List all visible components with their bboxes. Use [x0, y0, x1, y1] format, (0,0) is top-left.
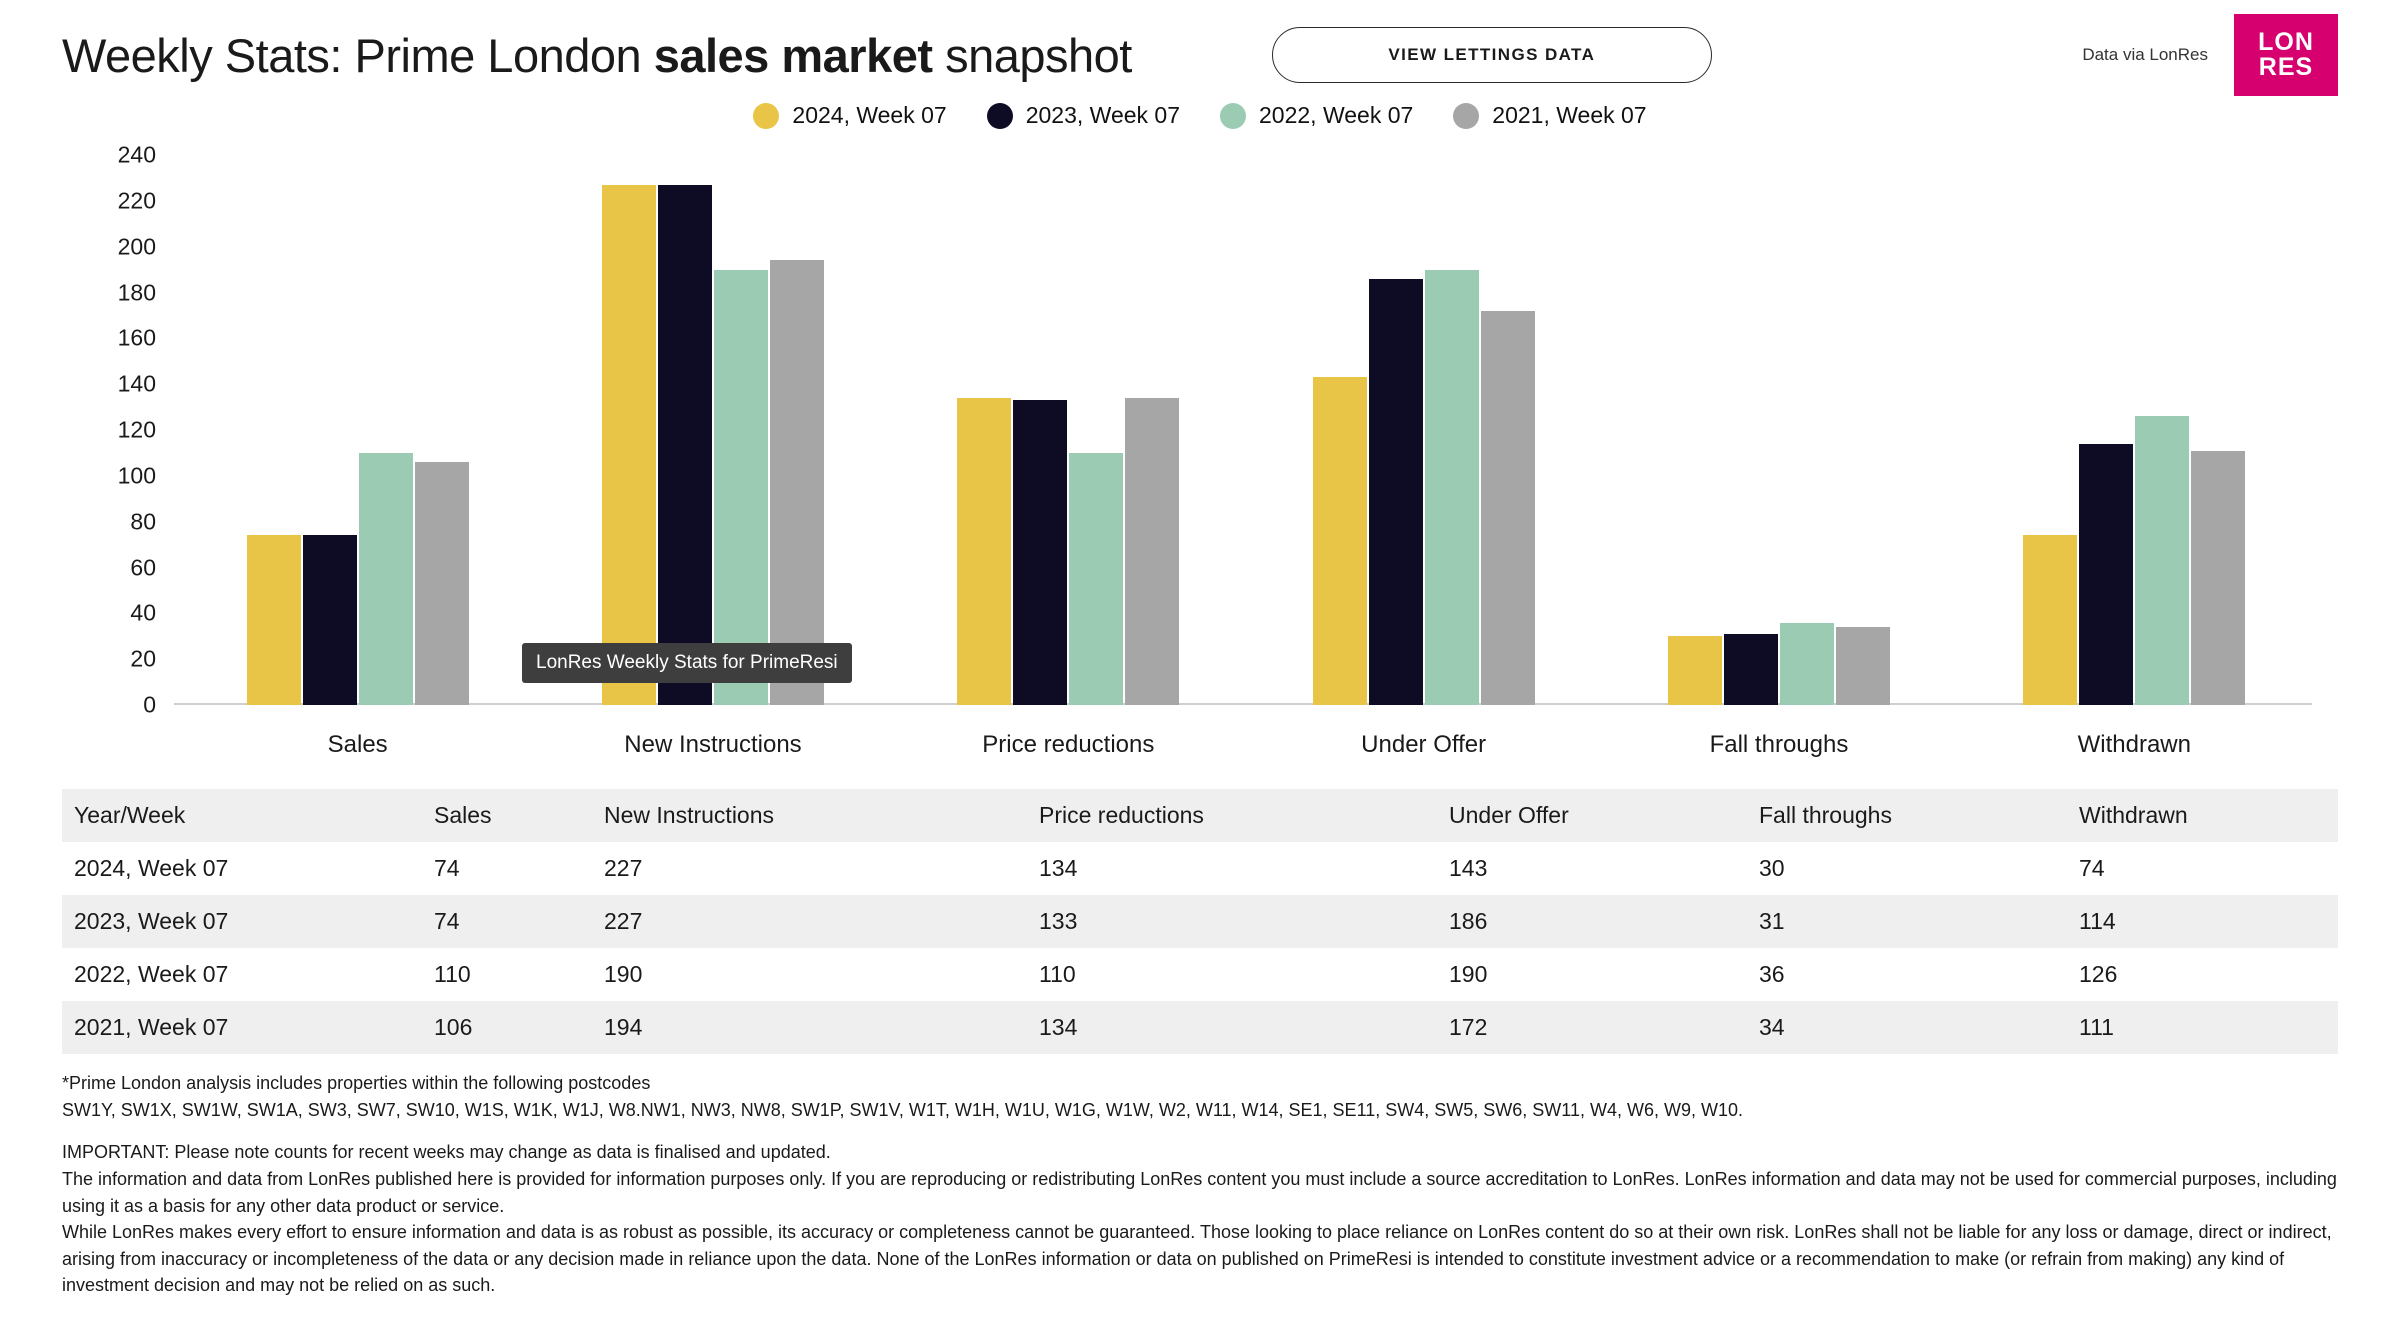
column-header-price-reductions: Price reductions — [1027, 789, 1437, 842]
cell-sales: 106 — [422, 1001, 592, 1054]
legend-item[interactable] — [753, 102, 946, 129]
footnotes — [62, 1070, 2338, 1299]
column-header-new-instructions: New Instructions — [592, 789, 1027, 842]
bar-group — [1601, 155, 1956, 758]
legend-item[interactable] — [1453, 102, 1646, 129]
cell-withdrawn: 126 — [2067, 948, 2338, 1001]
column-header-withdrawn: Withdrawn — [2067, 789, 2338, 842]
cell-new-instructions: 194 — [592, 1001, 1027, 1054]
bar[interactable] — [303, 535, 357, 705]
column-header-under-offer: Under Offer — [1437, 789, 1747, 842]
cell-fall-throughs: 36 — [1747, 948, 2067, 1001]
page-title — [62, 28, 1132, 83]
footnote-important: IMPORTANT: Please note counts for recent weeks may change as data is finalised and updated. — [62, 1142, 831, 1163]
column-header-fall-throughs: Fall throughs — [1747, 789, 2067, 842]
chart-legend — [62, 102, 2338, 129]
lonres-logo — [2234, 14, 2338, 96]
bar-group — [891, 155, 1246, 758]
bar[interactable] — [1780, 623, 1834, 706]
y-axis-tick-label: 240 — [117, 141, 156, 168]
bar[interactable] — [2079, 444, 2133, 705]
cell-new-instructions: 190 — [592, 948, 1027, 1001]
y-axis-tick-label: 160 — [117, 324, 156, 351]
legend-swatch-icon — [987, 103, 1013, 129]
y-axis-tick-label: 60 — [130, 554, 156, 580]
bar[interactable] — [2135, 416, 2189, 705]
y-axis-tick-label: 20 — [130, 645, 156, 672]
table-header-row — [62, 789, 2338, 842]
chart-tooltip: LonRes Weekly Stats for PrimeResi — [522, 643, 852, 683]
bar[interactable] — [1313, 377, 1367, 705]
table-row — [62, 895, 2338, 948]
bar-group — [180, 155, 535, 758]
bar[interactable] — [1724, 634, 1778, 705]
cell-sales: 74 — [422, 842, 592, 895]
cell-price-reductions: 133 — [1027, 895, 1437, 948]
table-row — [62, 948, 2338, 1001]
bar-groups — [180, 155, 2312, 758]
cell-under-offer: 190 — [1437, 948, 1747, 1001]
logo-line-2: RES — [2258, 53, 2314, 81]
bar-group — [1957, 155, 2312, 758]
bar[interactable] — [415, 462, 469, 705]
y-axis-tick-label: 40 — [130, 599, 156, 626]
row-label: 2023, Week 07 — [62, 895, 422, 948]
cell-new-instructions: 227 — [592, 842, 1027, 895]
bar[interactable] — [957, 398, 1011, 705]
cell-under-offer: 186 — [1437, 895, 1747, 948]
view-lettings-data-button[interactable]: VIEW LETTINGS DATA — [1272, 27, 1712, 83]
footnote-disclaimer-2: While LonRes makes every effort to ensure information and data is as robust as possible, its accuracy or completeness cannot be guaranteed. Those looking to place reliance on LonRes content do so at their own risk. LonRes shall not be liable for any loss or damage, direct or indirect, arising from inaccuracy or incompleteness of the data or any decision made in reliance upon the data. None of the LonRes information or data on published on PrimeResi is intended to constitute investment advice or a recommendation to make (or refrain from making) any kind of investment decision and may not be relied on as such. — [62, 1222, 2332, 1296]
cell-fall-throughs: 34 — [1747, 1001, 2067, 1054]
bar[interactable] — [2191, 451, 2245, 705]
x-axis-category-label: Withdrawn — [2077, 731, 2191, 758]
bar-chart — [70, 137, 2338, 777]
x-axis-category-label: Under Offer — [1361, 731, 1487, 758]
bar[interactable] — [770, 260, 824, 705]
page-title-prefix: Weekly Stats: Prime London — [62, 28, 654, 82]
stats-table — [62, 789, 2338, 1054]
cell-new-instructions: 227 — [592, 895, 1027, 948]
header-right — [2082, 14, 2338, 96]
bar[interactable] — [1425, 270, 1479, 705]
plot-area — [180, 155, 2312, 758]
bar[interactable] — [1369, 279, 1423, 705]
y-axis-tick-label: 200 — [117, 233, 156, 260]
cell-fall-throughs: 31 — [1747, 895, 2067, 948]
row-label: 2024, Week 07 — [62, 842, 422, 895]
column-header-year-week: Year/Week — [62, 789, 422, 842]
bar[interactable] — [359, 453, 413, 705]
y-axis-tick-label: 180 — [117, 279, 156, 305]
bar[interactable] — [2023, 535, 2077, 705]
table-row — [62, 1001, 2338, 1054]
y-axis — [70, 141, 174, 718]
y-axis-tick-label: 140 — [117, 370, 156, 397]
row-label: 2021, Week 07 — [62, 1001, 422, 1054]
column-header-sales: Sales — [422, 789, 592, 842]
y-axis-tick-label: 220 — [117, 187, 156, 214]
footnote-postcodes-list: SW1Y, SW1X, SW1W, SW1A, SW3, SW7, SW10, W1S, W1K, W1J, W8.NW1, NW3, NW8, SW1P, SW1V, W1T, W1H, W1U, W1G, W1W, W2, W11, W14, SE1, SE11, SW4, SW5, SW6, SW11, W4, W6, W9, W10. — [62, 1099, 1743, 1120]
legend-label: 2024, Week 07 — [792, 102, 947, 128]
y-axis-tick-label: 100 — [117, 462, 156, 489]
page-title-suffix: snapshot — [932, 28, 1132, 82]
cell-fall-throughs: 30 — [1747, 842, 2067, 895]
x-axis-category-label: Price reductions — [982, 731, 1155, 758]
bar[interactable] — [714, 270, 768, 705]
cell-sales: 74 — [422, 895, 592, 948]
legend-label: 2021, Week 07 — [1492, 102, 1647, 128]
logo-line-1: LON — [2258, 27, 2314, 56]
bar[interactable] — [1836, 627, 1890, 705]
bar[interactable] — [602, 185, 656, 705]
cell-withdrawn: 74 — [2067, 842, 2338, 895]
cell-withdrawn: 114 — [2067, 895, 2338, 948]
legend-item[interactable] — [1220, 102, 1413, 129]
y-axis-tick-label: 120 — [117, 416, 156, 443]
bar-group — [1246, 155, 1601, 758]
bar-group — [535, 155, 890, 758]
bar[interactable] — [1069, 453, 1123, 705]
cell-under-offer: 172 — [1437, 1001, 1747, 1054]
legend-swatch-icon — [1453, 103, 1479, 129]
footnote-postcodes-intro: *Prime London analysis includes properties within the following postcodes — [62, 1073, 651, 1093]
bar[interactable] — [1668, 636, 1722, 705]
page-title-bold: sales market — [653, 28, 933, 82]
cell-withdrawn: 111 — [2067, 1001, 2338, 1054]
legend-swatch-icon — [753, 103, 779, 129]
legend-item[interactable] — [987, 102, 1180, 129]
bar[interactable] — [1013, 400, 1067, 705]
legend-label: 2023, Week 07 — [1025, 102, 1180, 128]
y-axis-tick-label: 80 — [130, 508, 156, 535]
table-row — [62, 842, 2338, 895]
x-axis-category-label: Fall throughs — [1709, 731, 1849, 758]
cell-price-reductions: 134 — [1027, 842, 1437, 895]
cell-sales: 110 — [422, 948, 592, 1001]
bar[interactable] — [247, 535, 301, 705]
cell-price-reductions: 110 — [1027, 948, 1437, 1001]
row-label: 2022, Week 07 — [62, 948, 422, 1001]
bar[interactable] — [658, 185, 712, 705]
footnote-disclaimer-1: The information and data from LonRes published here is provided for information purposes only. If you are reproducing or redistributing LonRes content you must include a source accreditation to LonRes. LonRes information and data may not be used for commercial purposes, including using it as a basis for any other data product or service. — [62, 1168, 2337, 1216]
bar[interactable] — [1481, 311, 1535, 705]
bar[interactable] — [1125, 398, 1179, 705]
legend-label: 2022, Week 07 — [1259, 102, 1414, 128]
x-axis-category-label: New Instructions — [624, 731, 802, 758]
legend-swatch-icon — [1220, 103, 1246, 129]
y-axis-tick-label: 0 — [143, 691, 156, 718]
cell-price-reductions: 134 — [1027, 1001, 1437, 1054]
cell-under-offer: 143 — [1437, 842, 1747, 895]
header — [62, 0, 2338, 96]
x-axis-category-label: Sales — [327, 731, 388, 758]
data-attribution: Data via LonRes — [2082, 45, 2208, 64]
